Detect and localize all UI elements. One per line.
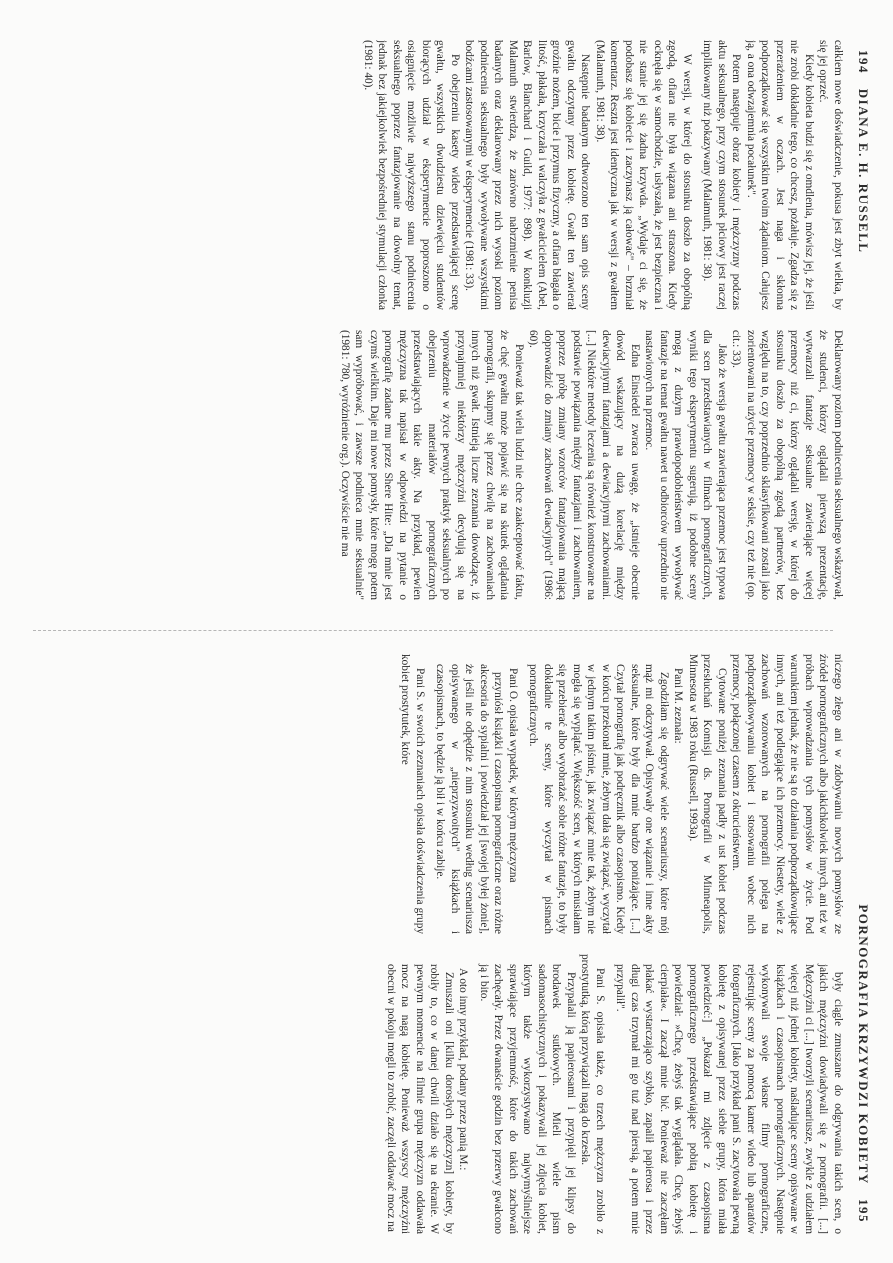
- running-header: DIANA E. H. RUSSELL: [856, 88, 871, 254]
- paragraph: Po obejrzeniu kasety wideo przedstawiającej scenę gwałtu, wszystkich dwudziestu dziewięciu studentów biorących udział w eksperymencie poproszono o osiągnięcie możliwie najwyższego stanu podniecenia seksualnego poprzez fantazjowanie na dowolny temat, jednak bez jakiejkolwiek bezpośredniej stymulacji członka (1981: 40).: [362, 40, 461, 310]
- page-number: 195: [856, 1199, 871, 1223]
- paragraph: Edna Einsiedel zwraca uwagę, że „istnieje obecnie dowód wskazujący na dużą korelację między dewiacyjnymi fantazjami a dewiacyjnymi zachowaniami. [...] Niektóre metody leczenia są również konstruowane na podstawie powiązania między fantazjami i zachowaniem, poprzez próbę zmiany wzorców fantazjowania mającą doprowadzić do zmiany zachowań dewiacyjnych" (1986: 60).: [527, 330, 641, 600]
- right-page: [0, 632, 893, 1263]
- quote: przyniósł książki i czasopisma pornograficzne oraz różne akcesoria do sypialni i powiedział jej [swojej byłej żonie], że jeśli nie odpędzie z nim stosunku według scenariusza opisywanego w „nieprzyzwoitych" książkach i czasopismach, to będzie ją bił i w końcu zabije.: [434, 664, 505, 934]
- paragraph: Następnie badanym odtworzono ten sam opis sceny gwałtu odczytany przez kobietę. Gwałt ten zawierał groźnie nożem, bicie i przymus fizyczny, a ofiara błagała o litość, płakała, krzyczała i walczyła z gwałcicielem (Abel, Barlow, Blanchard i Guild, 1977: 898). W konkluzji Malamuth stwierdza, że zarówno nabrzmienie penisa badanych oraz deklarowany przez nich wysoki poziom podniecenia seksualnego były wywoływane wszystkimi bodźcami zastosowanymi w eksperymencie (1981: 33).: [463, 40, 592, 310]
- page-number: 194: [856, 50, 871, 74]
- right-column-2: [384, 954, 846, 1234]
- quote: Zmuszali oni [kilku dorosłych mężczyzn] kobiety, by robiły to, co w danej chwili działo się na ekranie. W pewnym momencie na filmie grupa mężczyzn oddawała mocz na nagą kobietę. Ponieważ wszyscy mężczyźni obecni w pokoju mogli to zrobić, zaczęli oddawać mocz na: [385, 964, 455, 1234]
- running-header: PORNOGRAFIA KRZYWDZI KOBIETY: [856, 904, 871, 1185]
- paragraph: A oto inny przykład, podany przez panią M.:: [457, 968, 470, 1171]
- paragraph: Kiedy kobieta budzi się z omdlenia, mówisz jej, że jeśli nie zrobi dokładnie tego, co chcesz, pożałuje. Zgadza się z przerażeniem w oczach. Jest naga i skłonna podporządkować się wszystkim twoim żądaniom. Całujesz ją, a ona odwzajemnia pocałunek".: [745, 40, 815, 310]
- right-column-1: [384, 654, 846, 934]
- paragraph: Potem następuje obraz kobiety i mężczyzny podczas aktu seksualnego, przy czym stosunek płciowy jest raczej implikowany niż pokazywany (Malamuth, 1981: 38).: [701, 40, 743, 310]
- paragraph: Deklarowany poziom podniecenia seksualnego wskazywał, że studenci, którzy oglądali pierwszą prezentację, wytwarzali fantazje seksualne zawierające więcej przemocy niż ci, którzy oglądali wersję, w której do stosunku doszło za obopólną zgodą partnerów, bez względu na to, czy poprzednio sklasyfikowani zostali jako zorientowani na użycie przemocy w seksie, czy też nie (op. cit.: 33).: [730, 330, 844, 600]
- right-running-head: [855, 904, 871, 1233]
- left-running-head: [855, 40, 871, 253]
- paragraph: całkiem nowe doświadczenie, pokusa jest zbyt wielka, by się jej oprzeć.: [817, 40, 844, 310]
- paragraph: Ponieważ tak wielu ludzi nie chce zaakceptować faktu, że chęć gwałtu może pojawić się na skutek oglądania pornografii, skupmy się przez chwilę na zachowaniach innych niż gwałt. Istnieją liczne zeznania dowodzące, iż przynajmniej niektórzy mężczyźni decydują się na wprowadzenie w życie pewnych praktyk seksualnych po obejrzeniu materiałów pornograficznych przedstawiających takie akty. Na przykład, pewien mężczyzna tak napisał w odpowiedzi na pytanie o pornografię zadane mu przez Shere Hite: „Dla mnie jest czymś wielkim. Daje mi nowe pomysły, które mogę potem sam wypróbować, i zawsze podnieca mnie seksualnie" (1981: 780, wyróżnienie org.). Oczywiście nie ma: [339, 330, 525, 600]
- paragraph: Jako że wersja gwałtu zawierająca przemoc jest typowa dla scen przedstawianych w filmach pornograficznych, wyniki tego eksperymentu sugerują, iż podobne sceny mogą z dużym prawdopodobieństwem wywoływać fantazje na temat gwałtu nawet u odbiorców uprzednio nie nastawionych na przemoc.: [643, 330, 728, 600]
- quote: Przypalali ją papierosami i przypięli jej klipsy do brodawek sutkowych. Mieli wiele pism sadomasochistycznych i pokazywali jej zdjęcia kobiet, którym także wykorzystywano najwymyślniejsze sprawiające przyjemność, które do takich zachowań zachęcały. Przez dwanaście godzin bez przerwy gwałcono ją i bito.: [478, 964, 577, 1234]
- paragraph: Cytowane poniżej zeznania padły z ust kobiet podczas przesłuchań Komisji ds. Pornografii w Minneapolis, Minnesota w 1983 roku (Russell, 1993a).: [687, 654, 728, 934]
- left-column-1: [338, 40, 846, 310]
- paragraph: Pani M. zeznała:: [672, 668, 685, 744]
- paragraph: Pani S. w swoich zeznaniach opisała doświadczenia grupy kobiet prostytutek, które: [399, 654, 426, 934]
- left-page: [0, 0, 893, 631]
- paragraph: niczego złego ani w zdobywaniu nowych pomysłów ze źródeł pornograficznych albo jakichkolwiek innych, ani też w próbach wprowadzania tych pomysłów w życie. Pod warunkiem jednak, że nie są to działania podporządkowujące innych, ani też podlegające ich przemocy. Niestety, wiele z zachowań wzorowanych na pornografii polega na podporządkowywaniu kobiet i stosowaniu wobec nich przemocy, połączonej czasem z okrucieństwem.: [730, 654, 844, 934]
- paragraph: Pani O. opisała wypadek, w którym mężczyzna: [507, 668, 519, 883]
- paragraph: W wersji, w której do stosunku doszło za obopólną zgodą, ofiara nie była wiązana ani straszona. Kiedy ocknęła się w samochodzie, usłyszała, że jest bezpieczna i nie stanie jej się żadna krzywda. „Wydaje ci się, że podobasz się kobiecie i zaczynasz ją całować" – brzmiał komentarz. Reszta jest identyczna jak w wersji z gwałtem (Malamuth, 1981: 38).: [594, 40, 693, 310]
- quote: Zgodziłam się odgrywać wiele scenariuszy, które mój mąż mi odczytywał. Opisywały one wiązanie i inne akty seksualne, które były dla mnie bardzo poniżające. [...] Czytał pornografię jak podręcznik albo czasopismo. Kiedy w końcu przekonał mnie, żebym dała się związać, wyczytał w jednym takim piśmie, jak związać mnie tak, żebym nie mogła się wyplątać. Większość scen, w których musiałam się przebierać albo wyobrażać sobie różne fantazje, to były dokładnie te sceny, które wyczytał w pismach pornograficznych.: [527, 664, 670, 934]
- quote: były ciągle zmuszane do odgrywania takich scen, o jakich mężczyźni dowiadywali się z pornografii. [...] Mężczyźni ci [...] tworzyli scenariusze, zwykle z udziałem więcej niż jednej kobiety, naśladujące sceny opisywane w książkach i czasopismach pornograficznych. Następnie wykonywali swoje własne filmy pornograficzne, rejestrując sceny za pomocą kamer wideo lub aparatów fotograficznych. [Jako przykład pani S. zacytowała pewną kobietę z opisywanej przez siebie grupy, która miała powiedzieć:] „Pokazał mi zdjęcie z czasopisma pornograficznego przedstawiające pobitą kobietę i powiedział: »Chcę, żebyś tak wyglądała. Chcę, żebyś cierpiała«. I zaczął mnie bić. Ponieważ nie zaczęłam płakać wystarczająco szybko, zapalił papierosa i przez długi czas trzymał mi go tuż nad piersią, a potem mnie przypalił".: [614, 964, 844, 1234]
- paragraph: Pani S. opisała także, co trzech mężczyzn zrobiło z prostytutką, którą przywiązali nagą do krzesła.: [579, 954, 606, 1234]
- left-column-2: [338, 330, 846, 600]
